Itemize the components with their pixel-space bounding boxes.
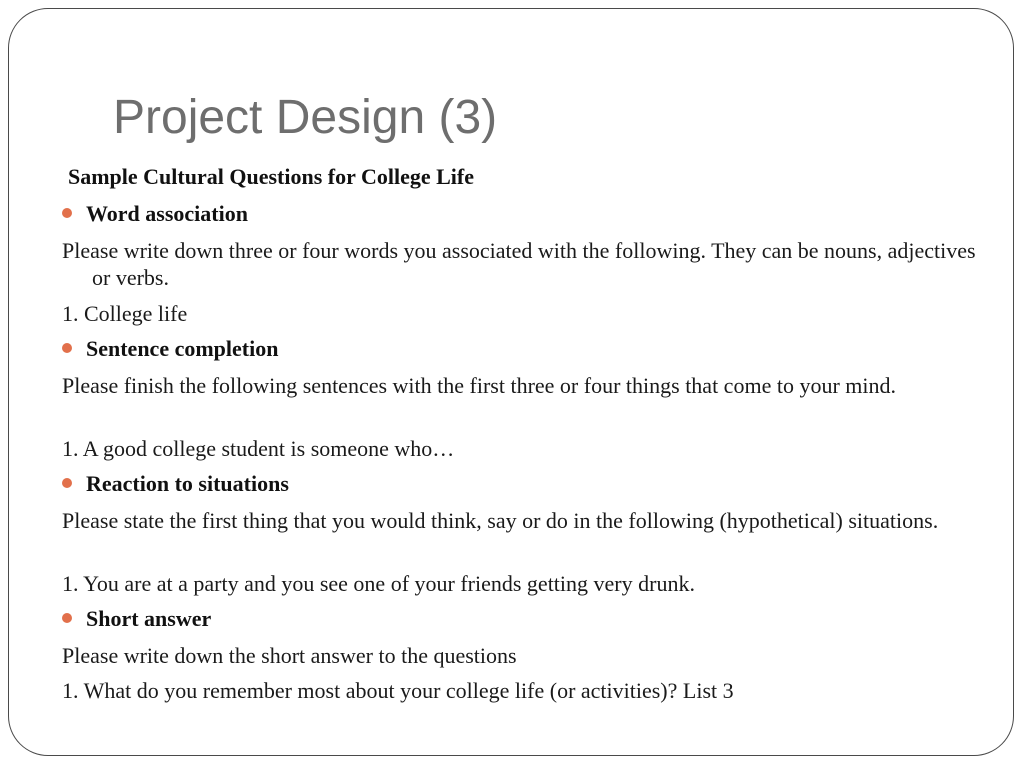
section-instruction: Please finish the following sentences with the first three or four things that come to your mind. [62, 373, 896, 398]
section-heading-label: Sentence completion [86, 336, 279, 361]
bullet-dot-icon [62, 208, 72, 218]
section-instruction: Please state the first thing that you would think, say or do in the following (hypothetical) situations. [62, 508, 939, 533]
section-heading-sentence-completion [62, 335, 278, 362]
bullet-dot-icon [62, 613, 72, 623]
section-instruction: Please write down three or four words you associated with the following. They can be nouns, adjectives or verbs. [62, 238, 976, 290]
section-instruction: Please write down the short answer to the questions [62, 643, 517, 668]
section-heading-short-answer [62, 605, 211, 632]
section-heading-reaction-to-situations [62, 470, 289, 497]
bullet-dot-icon [62, 478, 72, 488]
bullet-dot-icon [62, 343, 72, 353]
section-heading-label: Reaction to situations [86, 471, 289, 496]
section-example: 1. What do you remember most about your college life (or activities)? List 3 [62, 678, 734, 703]
section-heading-label: Word association [86, 201, 248, 226]
slide-subheading: Sample Cultural Questions for College Life [68, 164, 474, 189]
slide-title: Project Design (3) [113, 91, 498, 144]
section-heading-word-association [62, 200, 248, 227]
section-heading-label: Short answer [86, 606, 212, 631]
section-example: 1. A good college student is someone who… [62, 436, 455, 461]
section-example: 1. You are at a party and you see one of your friends getting very drunk. [62, 571, 695, 596]
section-example: 1. College life [62, 301, 188, 326]
